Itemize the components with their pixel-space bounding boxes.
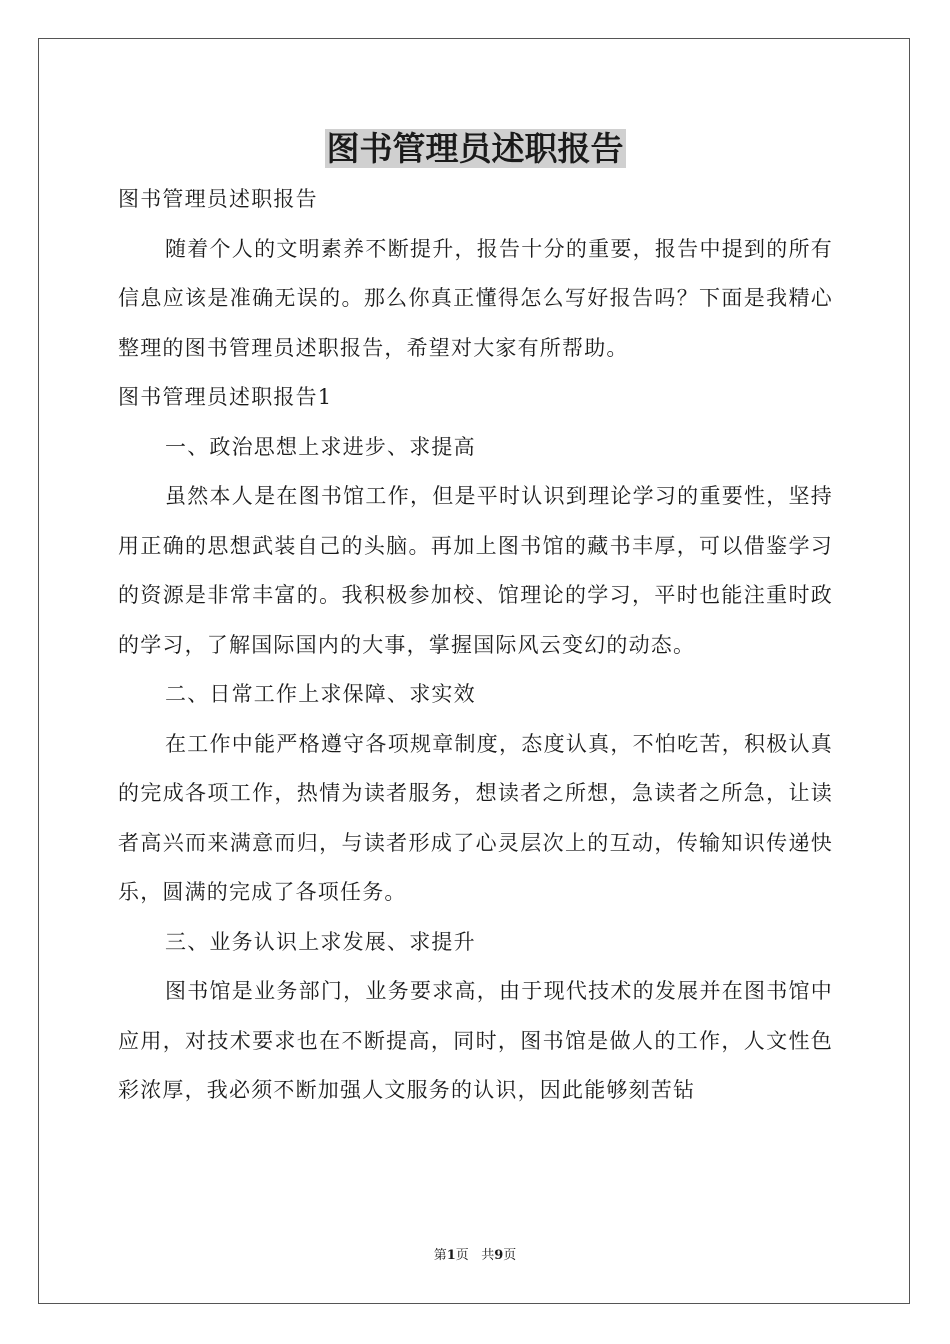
footer-page-suffix: 页 bbox=[455, 1248, 469, 1263]
footer-page-number: 1 bbox=[446, 1248, 456, 1263]
paragraph: 图书管理员述职报告1 bbox=[118, 385, 333, 409]
footer-total-prefix: 共 bbox=[481, 1248, 495, 1263]
page-footer bbox=[0, 1247, 950, 1265]
paragraph: 三、业务认识上求发展、求提升 bbox=[165, 929, 476, 954]
footer-total-pages: 9 bbox=[494, 1248, 504, 1263]
footer-prefix: 第 bbox=[433, 1248, 447, 1263]
paragraph: 图书管理员述职报告 bbox=[118, 187, 318, 211]
document-title bbox=[0, 127, 950, 171]
paragraph: 随着个人的文明素养不断提升，报告十分的重要，报告中提到的所有信息应该是准确无误的。那么你真正懂得怎么写好报告吗？下面是我精心整理的图书管理员述职报告，希望对大家有所帮助。 bbox=[118, 236, 833, 360]
document-body bbox=[118, 175, 833, 1116]
paragraph: 图书馆是业务部门，业务要求高，由于现代技术的发展并在图书馆中应用，对技术要求也在不断提高，同时，图书馆是做人的工作，人文性色彩浓厚，我必须不断加强人文服务的认识，因此能够刻苦钻 bbox=[118, 979, 833, 1102]
paragraph: 二、日常工作上求保障、求实效 bbox=[165, 682, 476, 706]
paragraph: 一、政治思想上求进步、求提高 bbox=[165, 434, 476, 459]
paragraph: 虽然本人是在图书馆工作，但是平时认识到理论学习的重要性，坚持用正确的思想武装自己的头脑。再加上图书馆的藏书丰厚，可以借鉴学习的资源是非常丰富的。我积极参加校、馆理论的学习，平时也能注重时政的学习，了解国际国内的大事，掌握国际风云变幻的动态。 bbox=[118, 484, 833, 657]
document-title-text: 图书管理员述职报告 bbox=[326, 129, 624, 168]
footer-total-suffix: 页 bbox=[503, 1248, 517, 1263]
paragraph: 在工作中能严格遵守各项规章制度，态度认真，不怕吃苦，积极认真的完成各项工作，热情为读者服务，想读者之所想，急读者之所急，让读者高兴而来满意而归，与读者形成了心灵层次上的互动，传输知识传递快乐，圆满的完成了各项任务。 bbox=[118, 731, 833, 904]
